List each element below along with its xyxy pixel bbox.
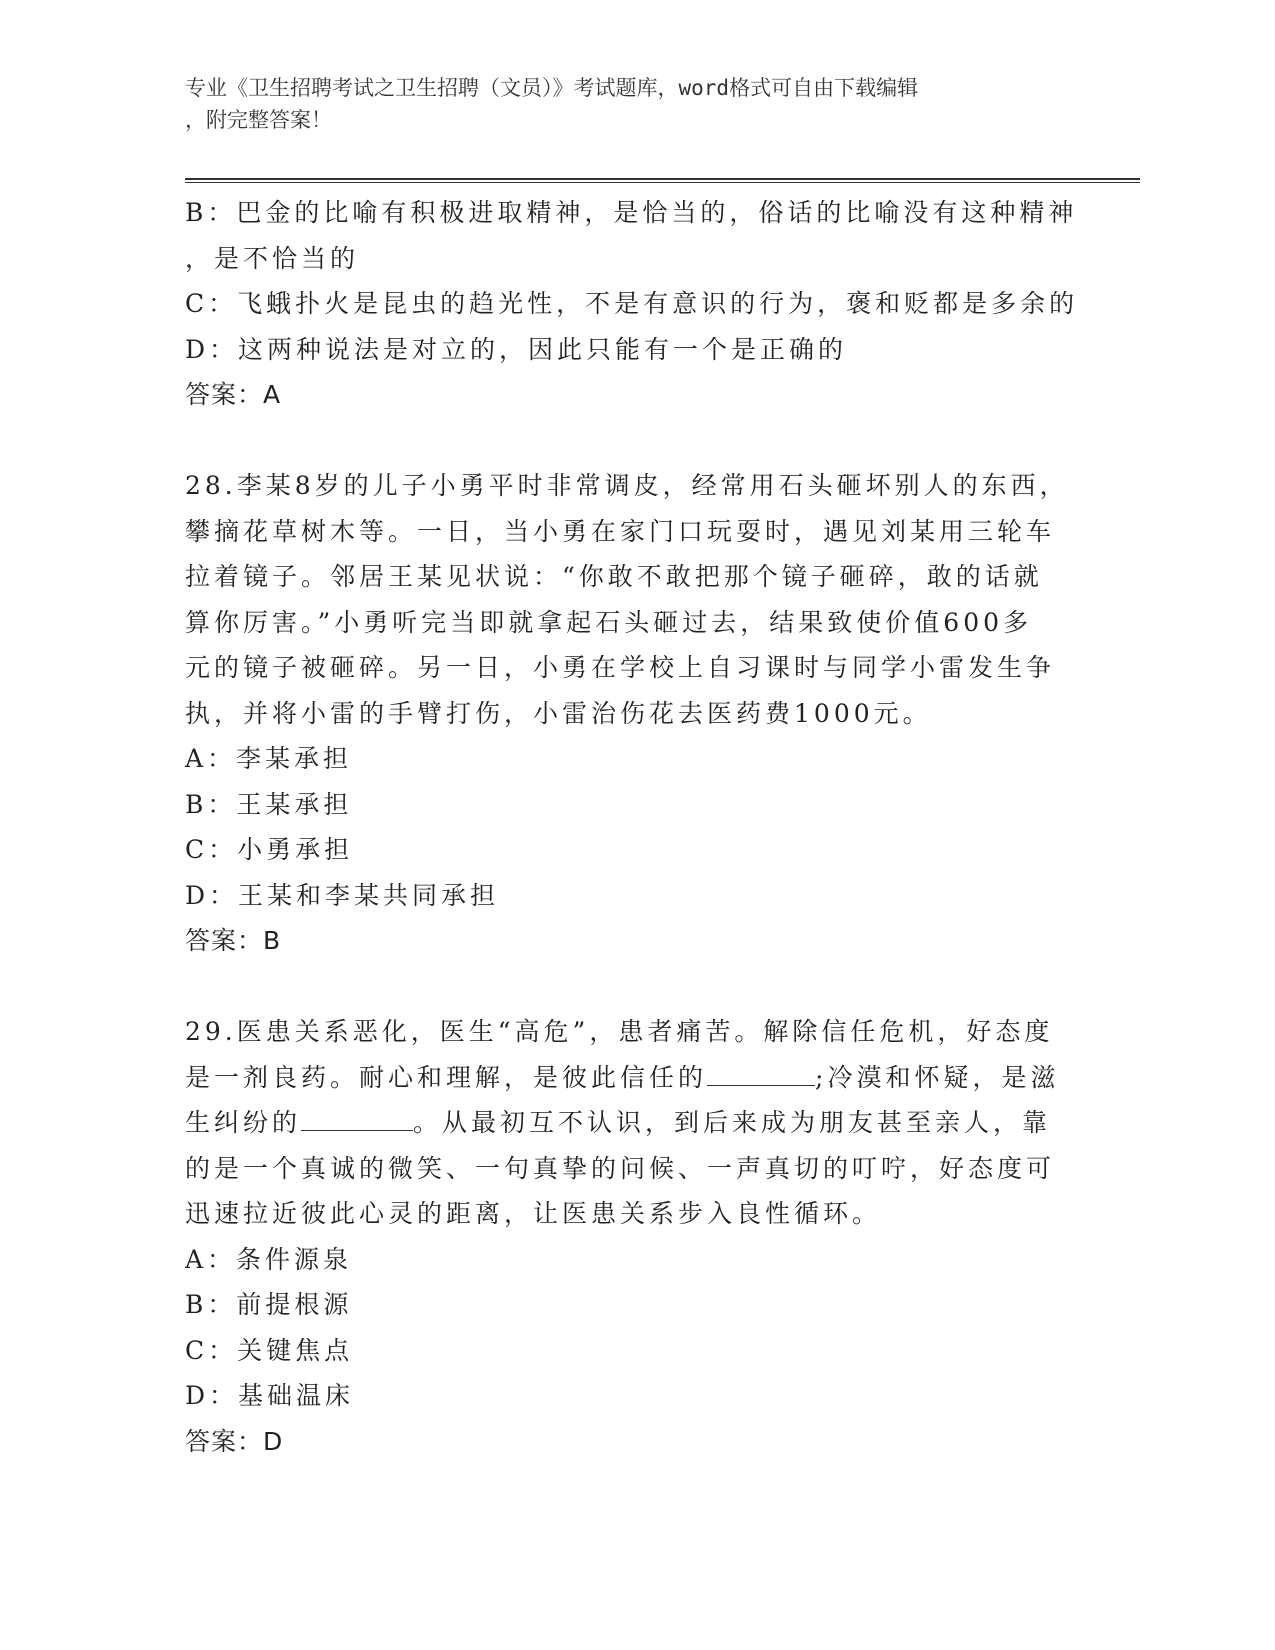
text-segment: 是一剂良药。耐心和理解，是彼此信任的: [185, 1062, 708, 1092]
text-segment: 。从最初互不认识，到后来成为朋友甚至亲人，靠: [413, 1108, 1052, 1137]
question-content: [185, 190, 1085, 1464]
question-text-line: 迅速拉近彼此心灵的距离，让医患关系步入良性循环。: [185, 1199, 882, 1228]
question-text-line: 拉着镜子。邻居王某见状说：“你敢不敢把那个镜子砸碎，敢的话就: [185, 562, 1043, 591]
question-text-line: 元的镜子被砸碎。另一日，小勇在学校上自习课时与同学小雷发生争: [185, 653, 1056, 682]
text-segment: 生纠纷的: [185, 1108, 302, 1137]
question-text-line: [185, 1100, 1085, 1146]
question-27: [185, 190, 1085, 418]
question-text-line: 28.李某8岁的儿子小勇平时非常调皮，经常用石头砸坏别人的东西，: [185, 471, 1069, 500]
option-d: D：王某和李某共同承担: [185, 880, 500, 910]
question-text-line: [185, 1055, 1085, 1101]
answer: 答案：B: [185, 926, 282, 955]
question-text-line: 算你厉害。”小勇听完当即就拿起石头砸过去，结果致使价值600多: [185, 607, 1033, 637]
option-a: A：李某承担: [185, 744, 353, 773]
option-c: C：小勇承担: [185, 835, 354, 864]
header-line-2: ，附完整答案！: [185, 108, 332, 132]
question-text-line: 29.医患关系恶化，医生“高危”，患者痛苦。解除信任危机，好态度: [185, 1017, 1054, 1046]
question-text-line: 的是一个真诚的微笑、一句真挚的问候、一声真切的叮咛，好态度可: [185, 1153, 1056, 1183]
spacer: [185, 418, 1085, 464]
question-text-line: 攀摘花草树木等。一日，当小勇在家门口玩耍时，遇见刘某用三轮车: [185, 516, 1056, 546]
option-c: C：飞蛾扑火是昆虫的趋光性，不是有意识的行为，褒和贬都是多余的: [185, 289, 1079, 318]
option-d: D：这两种说法是对立的，因此只能有一个是正确的: [185, 334, 848, 364]
option-b: B：巴金的比喻有积极进取精神，是恰当的，俗话的比喻没有这种精神: [185, 198, 1078, 227]
text-segment: ;冷漠和怀疑，是滋: [815, 1062, 1060, 1092]
fill-blank-2: [301, 1108, 413, 1131]
option-d: D：基础温床: [185, 1381, 355, 1410]
fill-blank-1: [707, 1063, 815, 1086]
spacer: [185, 964, 1085, 1010]
option-c: C：关键焦点: [185, 1335, 354, 1365]
question-28: [185, 463, 1085, 964]
question-29: [185, 1009, 1085, 1464]
header-rule-thin: [185, 182, 1140, 183]
question-text-line: 执，并将小雷的手臂打伤，小雷治伤花去医药费1000元。: [185, 698, 932, 728]
answer: 答案：A: [185, 380, 282, 409]
header-line-1: 专业《卫生招聘考试之卫生招聘（文员）》考试题库，word格式可自由下载编辑: [185, 76, 919, 100]
option-b-cont: ，是不恰当的: [185, 243, 360, 273]
answer: 答案：D: [185, 1426, 284, 1456]
option-a: A：条件源泉: [185, 1244, 353, 1274]
header-rule-thick: [185, 178, 1140, 180]
option-b: B：王某承担: [185, 789, 353, 819]
option-b: B：前提根源: [185, 1290, 353, 1319]
page-header: [185, 72, 1065, 136]
